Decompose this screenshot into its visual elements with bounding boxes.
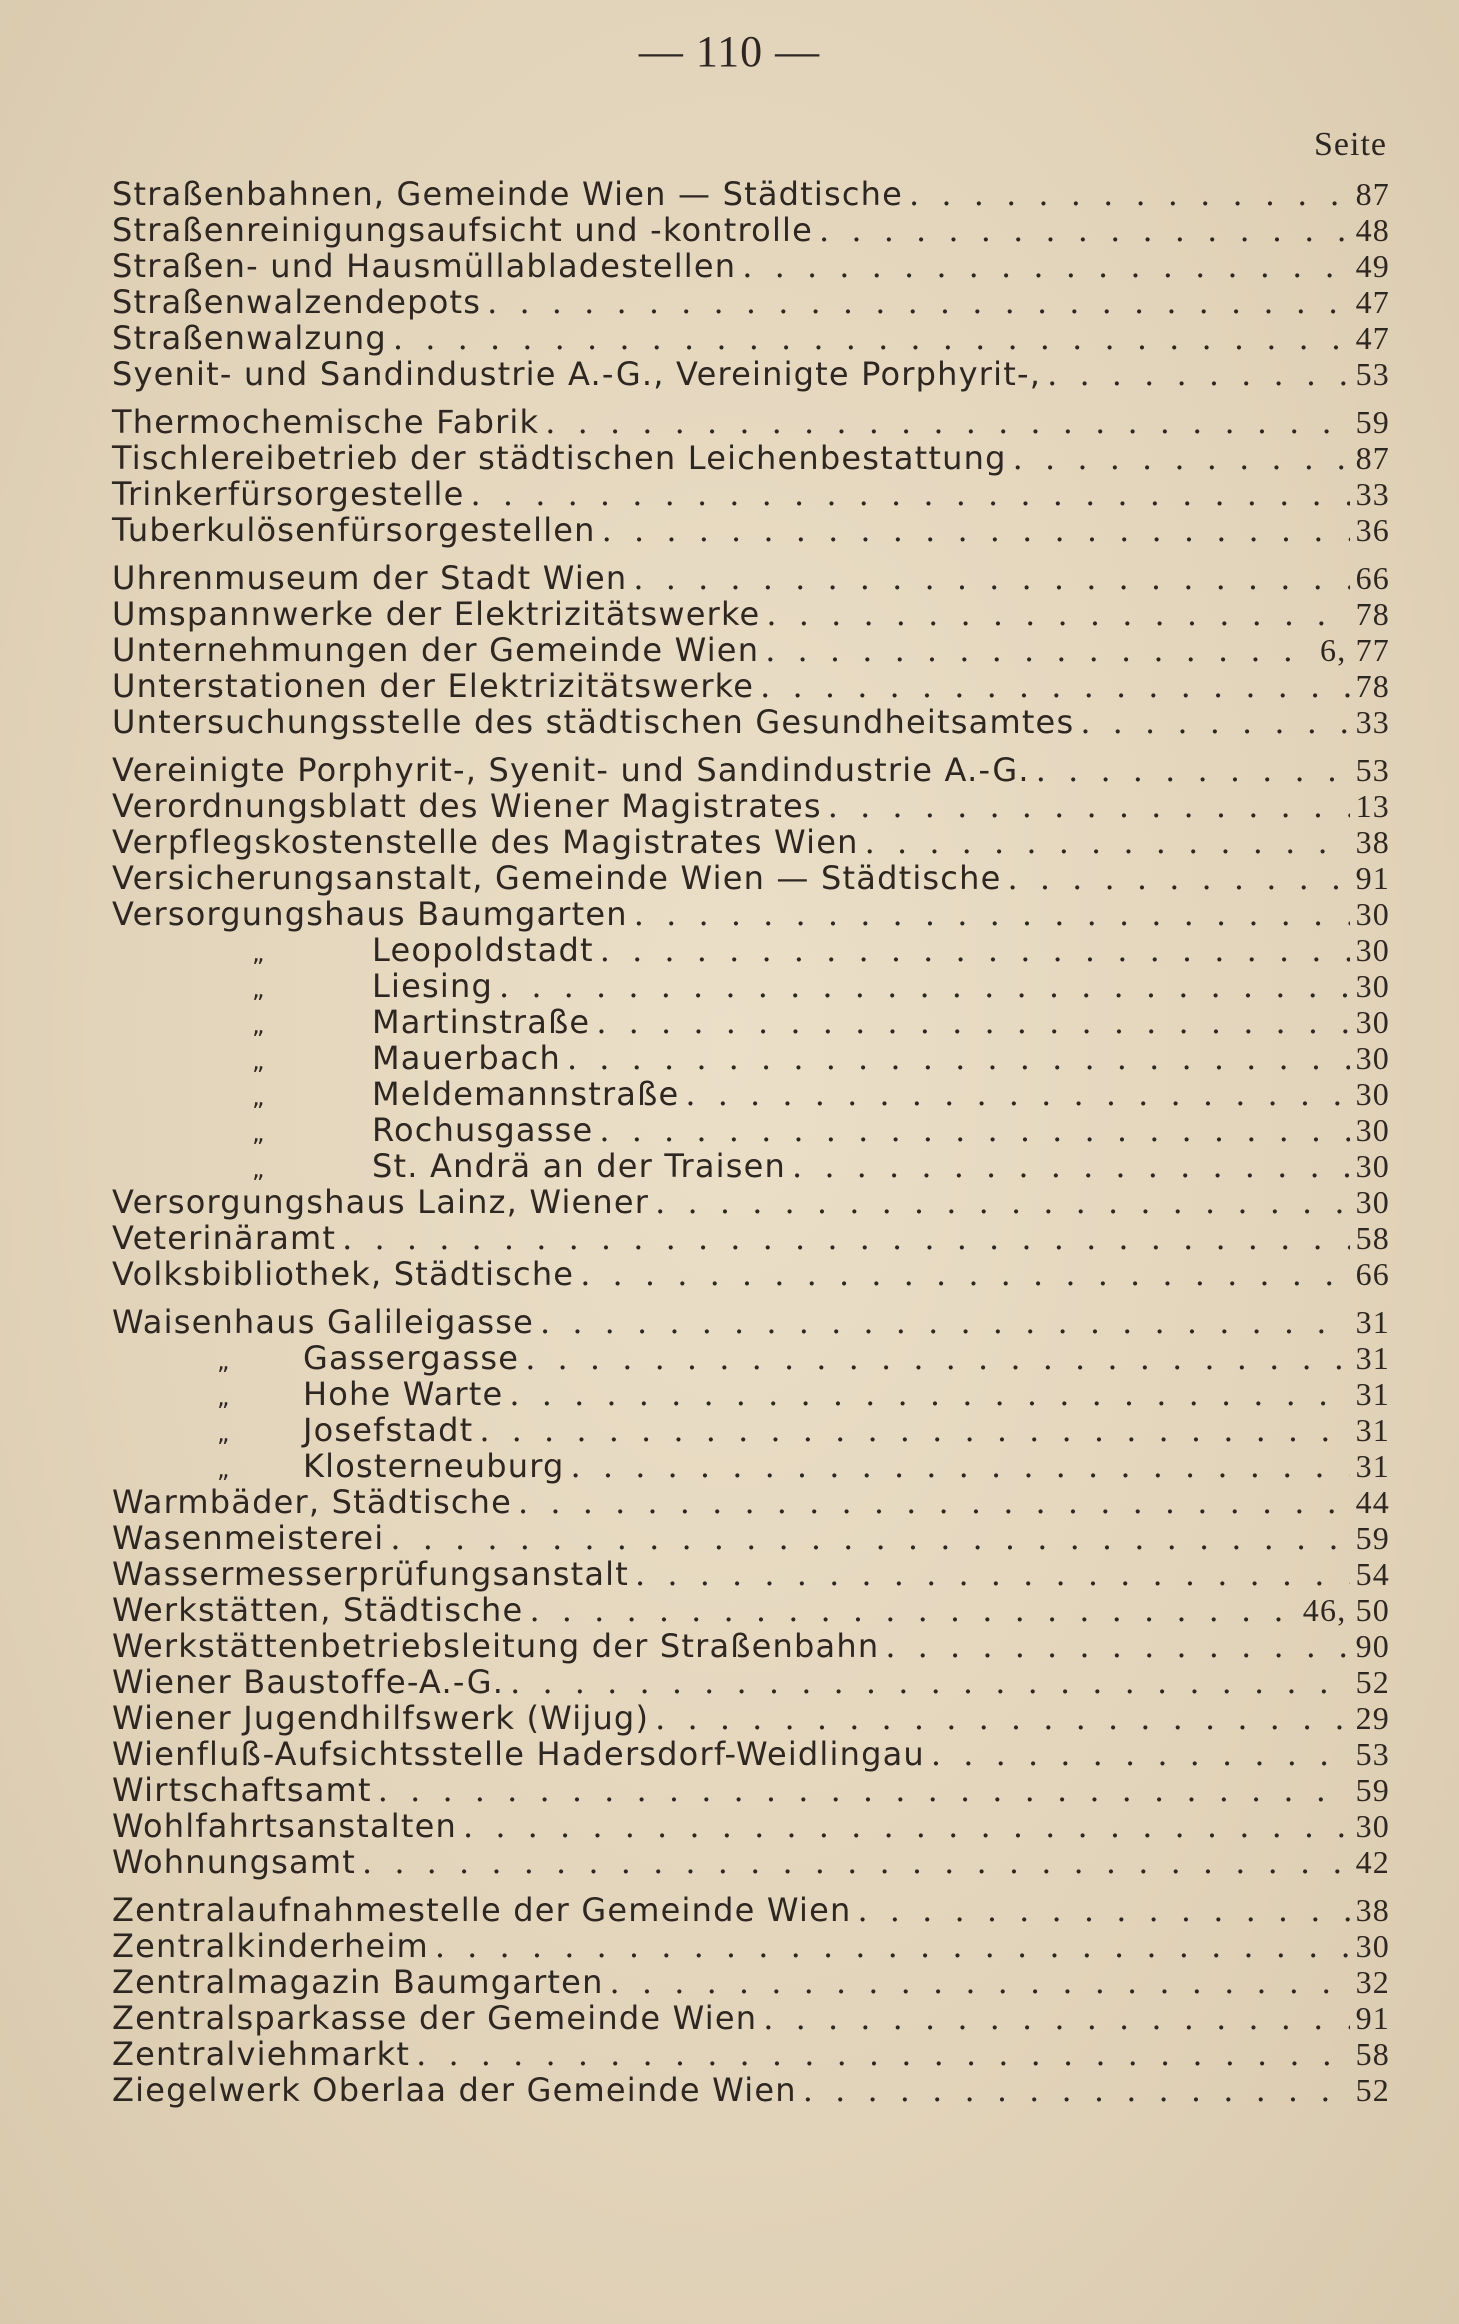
- entry-page: 47: [1355, 320, 1390, 356]
- index-list: [112, 176, 1390, 2108]
- leader-dots: [792, 1148, 1350, 1184]
- entry-page: 30: [1355, 896, 1390, 932]
- index-entry: [112, 2072, 1390, 2108]
- entry-label: Wassermesserprüfungsanstalt: [112, 1555, 629, 1593]
- page-number: — 110 —: [638, 27, 821, 76]
- leader-dots: [487, 284, 1349, 320]
- index-entry: [112, 1700, 1390, 1736]
- entry-label: St. Andrä an der Traisen: [372, 1147, 786, 1185]
- entry-page: 87: [1355, 440, 1390, 476]
- entry-page: 87: [1355, 176, 1390, 212]
- index-entry: [112, 320, 1390, 356]
- index-entry: [112, 1520, 1390, 1556]
- entry-page: 38: [1355, 824, 1390, 860]
- entry-page: 42: [1355, 1844, 1390, 1880]
- index-entry: [112, 356, 1390, 392]
- leader-dots: [1013, 440, 1350, 476]
- entry-label: Unternehmungen der Gemeinde Wien: [112, 631, 760, 669]
- leader-dots: [909, 176, 1350, 212]
- index-subentry: [112, 1148, 1390, 1184]
- entry-label: Ziegelwerk Oberlaa der Gemeinde Wien: [112, 2071, 797, 2109]
- leader-dots: [479, 1412, 1349, 1448]
- ditto-mark: „: [217, 1419, 231, 1447]
- ditto-mark: „: [252, 1011, 266, 1039]
- entry-page: 33: [1355, 476, 1390, 512]
- index-entry: [112, 596, 1390, 632]
- entry-page: 91: [1355, 2000, 1390, 2036]
- entry-page: 33: [1355, 704, 1390, 740]
- entry-page: 30: [1355, 1184, 1390, 1220]
- entry-label: Waisenhaus Galileigasse: [112, 1303, 534, 1341]
- entry-page: 30: [1355, 968, 1390, 1004]
- leader-dots: [765, 632, 1314, 668]
- ditto-mark: „: [252, 939, 266, 967]
- entry-label: Wohnungsamt: [112, 1843, 356, 1881]
- leader-dots: [885, 1628, 1349, 1664]
- entry-label: Zentralkinderheim: [112, 1927, 429, 1965]
- entry-page: 36: [1355, 512, 1390, 548]
- entry-label: Wohlfahrtsanstalten: [112, 1807, 457, 1845]
- leader-dots: [865, 824, 1350, 860]
- index-entry: [112, 1892, 1390, 1928]
- entry-label: Unterstationen der Elektrizitätswerke: [112, 667, 755, 705]
- leader-dots: [393, 320, 1350, 356]
- index-entry: [112, 1964, 1390, 2000]
- entry-page: 66: [1355, 1256, 1390, 1292]
- leader-dots: [529, 1592, 1296, 1628]
- entry-page: 66: [1355, 560, 1390, 596]
- entry-label: Untersuchungsstelle des städtischen Gesundheitsamtes: [112, 703, 1075, 741]
- index-subentry: [112, 1004, 1390, 1040]
- entry-page: 58: [1355, 1220, 1390, 1256]
- leader-dots: [540, 1304, 1350, 1340]
- leader-dots: [635, 1556, 1350, 1592]
- entry-page: 30: [1355, 932, 1390, 968]
- leader-dots: [1080, 704, 1349, 740]
- leader-dots: [471, 476, 1350, 512]
- index-subentry: [112, 1412, 1390, 1448]
- entry-label: Volksbibliothek, Städtische: [112, 1255, 575, 1293]
- entry-label: Trinkerfürsorgestelle: [112, 475, 465, 513]
- index-entry: [112, 896, 1390, 932]
- entry-label: Uhrenmuseum der Stadt Wien: [112, 559, 628, 597]
- index-entry: [112, 1484, 1390, 1520]
- index-entry: [112, 632, 1390, 668]
- entry-page: 30: [1355, 1808, 1390, 1844]
- entry-page: 30: [1355, 1148, 1390, 1184]
- entry-page: 59: [1355, 404, 1390, 440]
- entry-label: Wienfluß-Aufsichtsstelle Hadersdorf-Weidlingau: [112, 1735, 925, 1773]
- entry-label: Wiener Baustoffe-A.-G.: [112, 1663, 505, 1701]
- entry-page: 59: [1355, 1520, 1390, 1556]
- entry-label: Josefstadt: [303, 1411, 474, 1449]
- entry-page: 31: [1355, 1412, 1390, 1448]
- index-subentry: [112, 1448, 1390, 1484]
- index-subentry: [112, 1376, 1390, 1412]
- entry-label: Zentralaufnahmestelle der Gemeinde Wien: [112, 1891, 852, 1929]
- index-entry: [112, 1304, 1390, 1340]
- index-entry: [112, 1736, 1390, 1772]
- entry-label: Werkstättenbetriebsleitung der Straßenbahn: [112, 1627, 880, 1665]
- entry-label: Wasenmeisterei: [112, 1519, 385, 1557]
- leader-dots: [509, 1376, 1349, 1412]
- entry-page: 78: [1355, 596, 1390, 632]
- index-entry: [112, 752, 1390, 788]
- entry-label: Straßenwalzung: [112, 319, 387, 357]
- leader-dots: [763, 2000, 1349, 2036]
- leader-dots: [599, 1112, 1349, 1148]
- entry-label: Wiener Jugendhilfswerk (Wijug): [112, 1699, 650, 1737]
- entry-page: 13: [1355, 788, 1390, 824]
- index-entry: [112, 176, 1390, 212]
- index-entry: [112, 1664, 1390, 1700]
- leader-dots: [1007, 860, 1349, 896]
- leader-dots: [362, 1844, 1350, 1880]
- leader-dots: [525, 1340, 1349, 1376]
- leader-dots: [596, 1004, 1349, 1040]
- leader-dots: [390, 1520, 1349, 1556]
- entry-label: Gassergasse: [303, 1339, 520, 1377]
- leader-dots: [655, 1184, 1349, 1220]
- entry-label: Straßenreinigungsaufsicht und -kontrolle: [112, 211, 814, 249]
- index-entry: [112, 1220, 1390, 1256]
- index-subentry: [112, 932, 1390, 968]
- index-entry: [112, 476, 1390, 512]
- leader-dots: [1036, 752, 1350, 788]
- entry-page: 47: [1355, 284, 1390, 320]
- entry-page: 49: [1355, 248, 1390, 284]
- entry-page: 31: [1355, 1376, 1390, 1412]
- entry-page: 54: [1355, 1556, 1390, 1592]
- entry-label: Vereinigte Porphyrit-, Syenit- und Sandindustrie A.-G.: [112, 751, 1030, 789]
- entry-label: Warmbäder, Städtische: [112, 1483, 513, 1521]
- entry-label: Rochusgasse: [372, 1111, 594, 1149]
- entry-label: Tischlereibetrieb der städtischen Leichenbestattung: [112, 439, 1007, 477]
- entry-page: 52: [1355, 1664, 1390, 1700]
- entry-label: Klosterneuburg: [303, 1447, 565, 1485]
- entry-page: 30: [1355, 1040, 1390, 1076]
- entry-page: 38: [1355, 1892, 1390, 1928]
- entry-label: Thermochemische Fabrik: [112, 403, 540, 441]
- entry-label: Hohe Warte: [303, 1375, 504, 1413]
- index-entry: [112, 860, 1390, 896]
- index-entry: [112, 788, 1390, 824]
- entry-label: Verordnungsblatt des Wiener Magistrates: [112, 787, 822, 825]
- index-subentry: [112, 1076, 1390, 1112]
- entry-label: Werkstätten, Städtische: [112, 1591, 524, 1629]
- ditto-mark: „: [217, 1455, 231, 1483]
- leader-dots: [803, 2072, 1350, 2108]
- leader-dots: [463, 1808, 1350, 1844]
- entry-label: Zentralviehmarkt: [112, 2035, 411, 2073]
- index-entry: [112, 1628, 1390, 1664]
- entry-label: Zentralsparkasse der Gemeinde Wien: [112, 1999, 758, 2037]
- index-entry: [112, 512, 1390, 548]
- index-subentry: [112, 968, 1390, 1004]
- entry-label: Mauerbach: [372, 1039, 561, 1077]
- index-entry: [112, 1256, 1390, 1292]
- entry-label: Tuberkulösenfürsorgestellen: [112, 511, 596, 549]
- leader-dots: [571, 1448, 1350, 1484]
- ditto-mark: „: [252, 1155, 266, 1183]
- leader-dots: [857, 1892, 1349, 1928]
- index-entry: [112, 704, 1390, 740]
- entry-label: Versorgungshaus Baumgarten: [112, 895, 628, 933]
- leader-dots: [742, 248, 1349, 284]
- leader-dots: [685, 1076, 1349, 1112]
- entry-label: Versorgungshaus Lainz, Wiener: [112, 1183, 650, 1221]
- leader-dots: [655, 1700, 1349, 1736]
- index-entry: [112, 440, 1390, 476]
- index-entry: [112, 2000, 1390, 2036]
- index-subentry: [112, 1040, 1390, 1076]
- leader-dots: [510, 1664, 1349, 1700]
- entry-label: Meldemannstraße: [372, 1075, 680, 1113]
- entry-page: 58: [1355, 2036, 1390, 2072]
- index-entry: [112, 1592, 1390, 1628]
- entry-label: Martinstraße: [372, 1003, 591, 1041]
- column-label-seite: Seite: [1314, 126, 1387, 163]
- index-entry: [112, 284, 1390, 320]
- leader-dots: [435, 1928, 1350, 1964]
- index-entry: [112, 248, 1390, 284]
- leader-dots: [518, 1484, 1350, 1520]
- index-subentry: [112, 1112, 1390, 1148]
- entry-page: 31: [1355, 1340, 1390, 1376]
- entry-page: 59: [1355, 1772, 1390, 1808]
- entry-page: 6, 77: [1320, 632, 1390, 668]
- entry-page: 78: [1355, 668, 1390, 704]
- leader-dots: [610, 1964, 1350, 2000]
- leader-dots: [1047, 356, 1349, 392]
- entry-page: 53: [1355, 356, 1390, 392]
- leader-dots: [416, 2036, 1349, 2072]
- leader-dots: [819, 212, 1350, 248]
- entry-label: Straßenwalzendepots: [112, 283, 482, 321]
- entry-page: 52: [1355, 2072, 1390, 2108]
- entry-page: 30: [1355, 1928, 1390, 1964]
- leader-dots: [600, 932, 1350, 968]
- index-entry: [112, 1844, 1390, 1880]
- leader-dots: [580, 1256, 1349, 1292]
- index-entry: [112, 1556, 1390, 1592]
- entry-page: 90: [1355, 1628, 1390, 1664]
- index-subentry: [112, 1340, 1390, 1376]
- entry-label: Zentralmagazin Baumgarten: [112, 1963, 604, 2001]
- entry-page: 30: [1355, 1076, 1390, 1112]
- leader-dots: [499, 968, 1350, 1004]
- entry-page: 44: [1355, 1484, 1390, 1520]
- leader-dots: [378, 1772, 1350, 1808]
- ditto-mark: „: [252, 1047, 266, 1075]
- entry-label: Umspannwerke der Elektrizitätswerke: [112, 595, 761, 633]
- index-entry: [112, 2036, 1390, 2072]
- leader-dots: [634, 896, 1350, 932]
- index-entry: [112, 1928, 1390, 1964]
- entry-page: 48: [1355, 212, 1390, 248]
- index-entry: [112, 1184, 1390, 1220]
- ditto-mark: „: [252, 1083, 266, 1111]
- entry-page: 53: [1355, 752, 1390, 788]
- entry-page: 29: [1355, 1700, 1390, 1736]
- ditto-mark: „: [217, 1383, 231, 1411]
- entry-page: 31: [1355, 1448, 1390, 1484]
- entry-page: 31: [1355, 1304, 1390, 1340]
- leader-dots: [567, 1040, 1350, 1076]
- entry-page: 53: [1355, 1736, 1390, 1772]
- entry-label: Straßen- und Hausmüllabladestellen: [112, 247, 737, 285]
- leader-dots: [760, 668, 1349, 704]
- leader-dots: [828, 788, 1350, 824]
- entry-label: Versicherungsanstalt, Gemeinde Wien — Städtische: [112, 859, 1002, 897]
- entry-page: 30: [1355, 1112, 1390, 1148]
- leader-dots: [545, 404, 1349, 440]
- ditto-mark: „: [252, 975, 266, 1003]
- ditto-mark: „: [217, 1347, 231, 1375]
- entry-label: Syenit- und Sandindustrie A.-G., Vereinigte Porphyrit-,: [112, 355, 1042, 393]
- index-entry: [112, 824, 1390, 860]
- entry-page: 91: [1355, 860, 1390, 896]
- index-entry: [112, 212, 1390, 248]
- leader-dots: [766, 596, 1349, 632]
- entry-label: Straßenbahnen, Gemeinde Wien — Städtische: [112, 175, 904, 213]
- leader-dots: [633, 560, 1349, 596]
- leader-dots: [602, 512, 1350, 548]
- ditto-mark: „: [252, 1119, 266, 1147]
- entry-page: 46, 50: [1302, 1592, 1390, 1628]
- entry-page: 32: [1355, 1964, 1390, 2000]
- entry-label: Wirtschaftsamt: [112, 1771, 372, 1809]
- entry-label: Leopoldstadt: [372, 931, 594, 969]
- index-entry: [112, 404, 1390, 440]
- entry-label: Veterinäramt: [112, 1219, 337, 1257]
- index-entry: [112, 560, 1390, 596]
- index-entry: [112, 1772, 1390, 1808]
- leader-dots: [342, 1220, 1349, 1256]
- entry-label: Verpflegskostenstelle des Magistrates Wien: [112, 823, 859, 861]
- leader-dots: [931, 1736, 1350, 1772]
- entry-page: 30: [1355, 1004, 1390, 1040]
- entry-label: Liesing: [372, 967, 493, 1005]
- index-entry: [112, 1808, 1390, 1844]
- index-entry: [112, 668, 1390, 704]
